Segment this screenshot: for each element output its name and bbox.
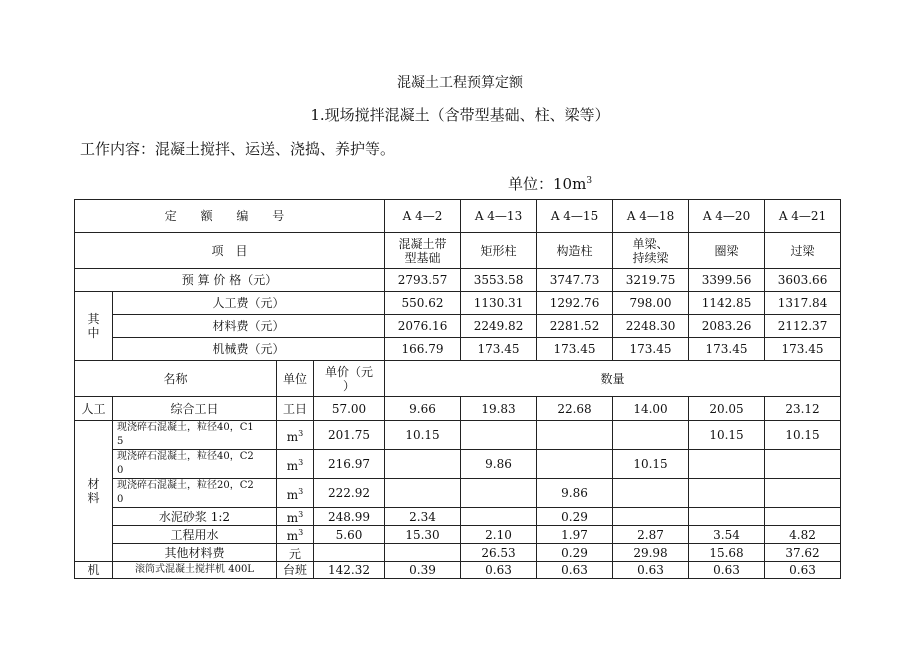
quantity-cell: 2.34 <box>385 508 461 526</box>
document-subtitle: 1.现场搅拌混凝土（含带型基础、柱、梁等） <box>310 106 610 124</box>
resource-header-row <box>75 361 841 397</box>
quantity-cell: 15.68 <box>689 544 765 562</box>
cost-cell: 2083.26 <box>689 315 765 338</box>
cost-cell: 1317.84 <box>765 292 841 315</box>
price-header: 预 算 价 格（元） <box>75 269 385 292</box>
unit-price-header: 单价（元 ） <box>314 361 385 397</box>
quantity-cell <box>385 479 461 508</box>
cost-cell: 173.45 <box>613 338 689 361</box>
quantity-cell: 23.12 <box>765 397 841 421</box>
resource-name: 综合工日 <box>113 397 277 421</box>
quantity-cell <box>765 450 841 479</box>
price-cell: 3553.58 <box>461 269 537 292</box>
code-header: 定 额 编 号 <box>75 200 385 233</box>
quantity-cell <box>613 479 689 508</box>
resource-unit: $m^3$ <box>277 450 314 479</box>
group-label: 机 <box>75 562 113 579</box>
material-row <box>75 450 841 479</box>
quantity-cell: 20.05 <box>689 397 765 421</box>
cost-label: 机械费（元） <box>113 338 385 361</box>
material-row <box>75 544 841 562</box>
quantity-cell <box>765 479 841 508</box>
quantity-cell <box>689 450 765 479</box>
quantity-cell: 14.00 <box>613 397 689 421</box>
resource-price: 248.99 <box>314 508 385 526</box>
resource-name: 现浇碎石混凝土，粒径40，C2 0 <box>113 450 277 479</box>
quantity-cell: 2.10 <box>461 526 537 544</box>
group-label: 人工 <box>75 397 113 421</box>
quantity-cell: 10.15 <box>765 421 841 450</box>
code-cell: A 4—21 <box>765 200 841 233</box>
quantity-cell: 10.15 <box>385 421 461 450</box>
resource-price: 142.32 <box>314 562 385 579</box>
quantity-header: 数量 <box>385 361 841 397</box>
cost-cell: 2249.82 <box>461 315 537 338</box>
code-cell: A 4—2 <box>385 200 461 233</box>
quantity-cell <box>613 508 689 526</box>
quantity-cell: 0.63 <box>461 562 537 579</box>
resource-name: 工程用水 <box>113 526 277 544</box>
material-row <box>75 421 841 450</box>
quantity-cell: 0.39 <box>385 562 461 579</box>
machine-row <box>75 562 841 579</box>
quantity-cell <box>461 421 537 450</box>
quantity-cell: 0.29 <box>537 508 613 526</box>
cost-cell: 173.45 <box>689 338 765 361</box>
price-cell: 3603.66 <box>765 269 841 292</box>
code-cell: A 4—18 <box>613 200 689 233</box>
cost-cell: 1142.85 <box>689 292 765 315</box>
cost-cell: 1292.76 <box>537 292 613 315</box>
cost-cell: 2112.37 <box>765 315 841 338</box>
quantity-cell <box>537 421 613 450</box>
quantity-cell <box>765 508 841 526</box>
item-cell: 构造柱 <box>537 233 613 269</box>
quantity-cell: 15.30 <box>385 526 461 544</box>
resource-unit: $m^3$ <box>277 508 314 526</box>
quantity-cell: 9.66 <box>385 397 461 421</box>
labor-cost-row <box>75 292 841 315</box>
resource-unit: 工日 <box>277 397 314 421</box>
quantity-cell: 9.86 <box>537 479 613 508</box>
resource-price <box>314 544 385 562</box>
resource-price: 5.60 <box>314 526 385 544</box>
code-cell: A 4—20 <box>689 200 765 233</box>
resource-unit: $m^3$ <box>277 479 314 508</box>
machine-cost-row <box>75 338 841 361</box>
price-cell: 2793.57 <box>385 269 461 292</box>
resource-price: 201.75 <box>314 421 385 450</box>
code-cell: A 4—15 <box>537 200 613 233</box>
item-cell: 过梁 <box>765 233 841 269</box>
item-cell: 矩形柱 <box>461 233 537 269</box>
quantity-cell: 26.53 <box>461 544 537 562</box>
cost-label: 材料费（元） <box>113 315 385 338</box>
quantity-cell <box>385 544 461 562</box>
quantity-cell: 29.98 <box>613 544 689 562</box>
resource-name: 其他材料费 <box>113 544 277 562</box>
material-row <box>75 526 841 544</box>
unit-header: 单位 <box>277 361 314 397</box>
resource-name: 现浇碎石混凝土，粒径40，C1 5 <box>113 421 277 450</box>
cost-cell: 2281.52 <box>537 315 613 338</box>
material-cost-row <box>75 315 841 338</box>
resource-name: 滚筒式混凝土搅拌机 400L <box>113 562 277 579</box>
cost-cell: 550.62 <box>385 292 461 315</box>
quantity-cell <box>461 508 537 526</box>
cost-cell: 173.45 <box>765 338 841 361</box>
quantity-cell <box>613 421 689 450</box>
resource-name: 现浇碎石混凝土，粒径20，C2 0 <box>113 479 277 508</box>
resource-unit: 台班 <box>277 562 314 579</box>
quantity-cell: 3.54 <box>689 526 765 544</box>
quantity-cell: 9.86 <box>461 450 537 479</box>
material-row <box>75 479 841 508</box>
quantity-cell: 0.63 <box>689 562 765 579</box>
item-cell: 圈梁 <box>689 233 765 269</box>
document-title: 混凝土工程预算定额 <box>397 75 523 91</box>
quantity-cell: 10.15 <box>613 450 689 479</box>
quantity-cell: 4.82 <box>765 526 841 544</box>
resource-price: 216.97 <box>314 450 385 479</box>
cost-cell: 173.45 <box>537 338 613 361</box>
code-cell: A 4—13 <box>461 200 537 233</box>
quantity-cell <box>461 479 537 508</box>
cost-cell: 1130.31 <box>461 292 537 315</box>
quantity-cell <box>689 508 765 526</box>
work-content: 工作内容：混凝土搅拌、运送、浇捣、养护等。 <box>80 140 396 158</box>
cost-label: 人工费（元） <box>113 292 385 315</box>
resource-unit: $m^3$ <box>277 421 314 450</box>
resource-name: 水泥砂浆 1:2 <box>113 508 277 526</box>
quantity-cell <box>689 479 765 508</box>
cost-cell: 798.00 <box>613 292 689 315</box>
labor-row <box>75 397 841 421</box>
of-which-label: 其 中 <box>75 292 113 361</box>
item-cell: 单梁、 持续梁 <box>613 233 689 269</box>
quota-table <box>74 199 841 579</box>
item-header: 项 目 <box>75 233 385 269</box>
quantity-cell <box>385 450 461 479</box>
item-cell: 混凝土带 型基础 <box>385 233 461 269</box>
price-row <box>75 269 841 292</box>
resource-unit: 元 <box>277 544 314 562</box>
cost-cell: 173.45 <box>461 338 537 361</box>
resource-price: 57.00 <box>314 397 385 421</box>
unit-label: 单位：$10m^3$ <box>508 175 593 193</box>
quantity-cell: 0.63 <box>765 562 841 579</box>
code-row <box>75 200 841 233</box>
quantity-cell <box>537 450 613 479</box>
price-cell: 3747.73 <box>537 269 613 292</box>
quantity-cell: 22.68 <box>537 397 613 421</box>
material-group-label: 材 料 <box>75 421 113 562</box>
quantity-cell: 0.29 <box>537 544 613 562</box>
quantity-cell: 0.63 <box>613 562 689 579</box>
price-cell: 3219.75 <box>613 269 689 292</box>
quantity-cell: 0.63 <box>537 562 613 579</box>
quantity-cell: 10.15 <box>689 421 765 450</box>
cost-cell: 166.79 <box>385 338 461 361</box>
quantity-cell: 1.97 <box>537 526 613 544</box>
quantity-cell: 37.62 <box>765 544 841 562</box>
cost-cell: 2076.16 <box>385 315 461 338</box>
price-cell: 3399.56 <box>689 269 765 292</box>
material-row <box>75 508 841 526</box>
item-row <box>75 233 841 269</box>
resource-price: 222.92 <box>314 479 385 508</box>
quantity-cell: 19.83 <box>461 397 537 421</box>
resource-unit: $m^3$ <box>277 526 314 544</box>
cost-cell: 2248.30 <box>613 315 689 338</box>
quantity-cell: 2.87 <box>613 526 689 544</box>
name-header: 名称 <box>75 361 277 397</box>
